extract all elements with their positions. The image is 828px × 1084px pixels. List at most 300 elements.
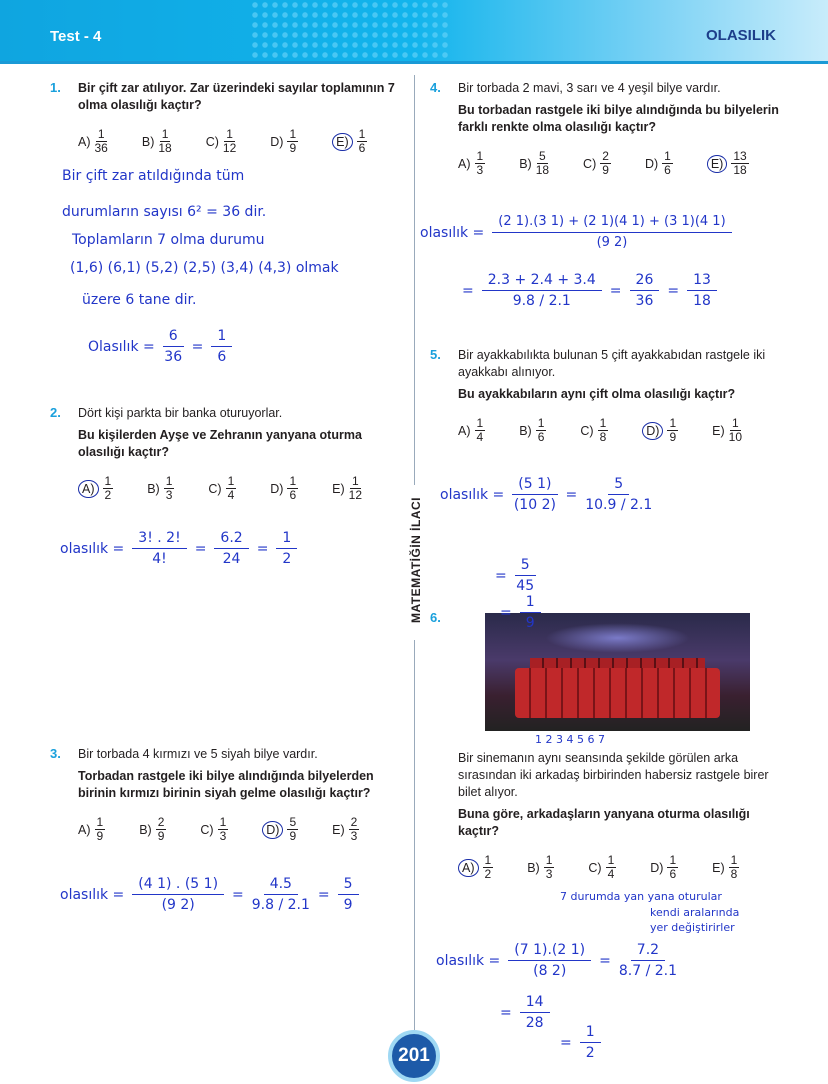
question-prompt: Buna göre, arkadaşların yanyana oturma olasılığı kaçtır? [458, 807, 750, 838]
handwritten-text: olasılık = [60, 886, 125, 903]
denominator: 2 [484, 867, 492, 881]
option-a[interactable] [78, 475, 113, 502]
handwritten-text: olasılık = [60, 540, 125, 557]
answer-options [458, 417, 788, 444]
denominator: 9 [525, 615, 535, 631]
denominator: 3 [165, 488, 173, 502]
fraction [287, 816, 298, 843]
handwritten-text: olasılık = [440, 486, 505, 503]
numerator: 1 [664, 149, 671, 163]
numerator: (2 1).(3 1) + (2 1)(4 1) + (3 1)(4 1) [492, 212, 731, 233]
handwritten-text: 1 2 3 4 5 6 7 [535, 733, 605, 746]
option-a[interactable] [78, 128, 108, 155]
fraction [95, 128, 108, 155]
denominator: 9 [96, 829, 104, 843]
handwritten-text: Olasılık = [88, 338, 155, 355]
page-number: 201 [388, 1030, 440, 1082]
handwritten-q6-note2 [650, 906, 739, 919]
page-header [0, 0, 828, 64]
denominator: 10 [728, 430, 743, 444]
fraction [223, 128, 236, 155]
denominator: 6 [664, 163, 671, 177]
question-number: 4. [430, 80, 441, 95]
fraction [132, 528, 186, 569]
option-b[interactable] [139, 816, 166, 843]
option-a[interactable] [458, 854, 493, 881]
question-text: Dört kişi parkta bir banka oturuyorlar. [78, 406, 283, 420]
numerator: 1 [537, 416, 545, 430]
fraction [357, 128, 368, 155]
fraction [132, 874, 224, 915]
option-letter: B) [527, 860, 540, 875]
column-divider [414, 640, 415, 1030]
question-prompt: Bir çift zar atılıyor. Zar üzerindeki sayılar toplamının 7 olma olasılığı kaçtır? [78, 81, 395, 112]
option-letter: B) [519, 156, 532, 171]
numerator: 1 [276, 528, 297, 549]
numerator: 1 [520, 592, 541, 613]
header-dot-pattern [250, 0, 450, 62]
option-letter: E) [332, 481, 345, 496]
handwritten-text: = [232, 886, 244, 903]
numerator: 13 [687, 270, 717, 291]
handwritten-q1-l6 [88, 326, 232, 367]
handwritten-text: kendi aralarında [650, 906, 740, 919]
fraction [287, 128, 298, 155]
denominator: 3 [476, 163, 484, 177]
option-d[interactable] [262, 816, 298, 843]
denominator: 10.9 / 2.1 [585, 497, 653, 513]
fraction [619, 940, 677, 981]
fraction [667, 417, 678, 444]
fraction [95, 816, 106, 843]
option-a[interactable] [78, 816, 105, 843]
numerator: 1 [165, 474, 173, 488]
option-d[interactable] [270, 128, 298, 155]
handwritten-text: = [560, 1034, 572, 1051]
handwritten-q6-note3 [650, 921, 735, 934]
fraction [349, 816, 360, 843]
denominator: 9 [289, 141, 297, 155]
fraction [667, 854, 678, 881]
option-a[interactable] [458, 150, 485, 177]
option-letter: D) [650, 860, 664, 875]
fraction [164, 475, 175, 502]
numerator: 2 [602, 149, 609, 163]
fraction [218, 816, 229, 843]
numerator: 1 [161, 127, 169, 141]
option-letter: C) [588, 860, 602, 875]
question-body [458, 750, 788, 840]
numerator: 1 [730, 853, 738, 867]
option-e[interactable] [712, 417, 742, 444]
answer-options [78, 128, 403, 155]
denominator: 4 [476, 430, 484, 444]
numerator: 26 [630, 270, 660, 291]
numerator: (5 1) [512, 474, 557, 495]
denominator: 36 [635, 293, 654, 309]
denominator: 24 [222, 551, 241, 567]
fraction [536, 150, 549, 177]
numerator: 6.2 [214, 528, 248, 549]
option-d[interactable] [650, 854, 678, 881]
handwritten-text: (1,6) (6,1) (5,2) (2,5) (3,4) (4,3) olmak [70, 260, 339, 276]
denominator: 18 [535, 163, 550, 177]
denominator: 9 [157, 829, 165, 843]
fraction [606, 854, 617, 881]
numerator: 1 [669, 853, 677, 867]
denominator: 8.7 / 2.1 [618, 963, 678, 979]
column-divider [414, 75, 415, 485]
denominator: 2 [282, 551, 292, 567]
fraction [731, 150, 748, 177]
question-text: Bir ayakkabılıkta bulunan 5 çift ayakkabıdan rastgele iki ayakkabı alınıyor. [458, 348, 766, 379]
fraction [483, 854, 494, 881]
fraction [544, 854, 555, 881]
numerator: 5 [515, 555, 536, 576]
option-letter: E) [707, 155, 728, 173]
handwritten-text: = [191, 338, 204, 355]
option-e[interactable] [332, 475, 362, 502]
denominator: 3 [350, 829, 358, 843]
numerator: 1 [476, 149, 484, 163]
fraction [287, 475, 298, 502]
numerator: 1 [226, 127, 233, 141]
handwritten-q1-l4 [70, 260, 339, 276]
numerator: 1 [96, 815, 104, 829]
fraction [687, 270, 717, 311]
option-c[interactable] [583, 150, 611, 177]
option-c[interactable] [200, 816, 228, 843]
denominator: 2 [585, 1045, 595, 1061]
option-letter: D) [262, 821, 283, 839]
question-1 [50, 80, 403, 155]
fraction [536, 417, 547, 444]
question-prompt: Torbadan rastgele iki bilye alındığında bilyelerden birinin kırmızı birinin siyah gelme olasılığı kaçtır? [78, 769, 374, 800]
numerator: 2 [157, 815, 165, 829]
handwritten-q5-l2 [495, 555, 536, 596]
numerator: 1 [669, 416, 677, 430]
fraction [729, 417, 742, 444]
numerator: 2 [350, 815, 358, 829]
question-number: 1. [50, 80, 61, 95]
brand-vertical [406, 490, 426, 630]
option-letter: E) [332, 822, 345, 837]
option-a[interactable] [458, 417, 485, 444]
fraction [214, 528, 248, 569]
option-letter: A) [78, 134, 91, 149]
numerator: 1 [289, 474, 297, 488]
numerator: (4 1) . (5 1) [132, 874, 224, 895]
question-prompt: Bu kişilerden Ayşe ve Zehranın yanyana oturma olasılığı kaçtır? [78, 428, 362, 459]
option-letter: D) [270, 481, 284, 496]
handwritten-text: = [500, 604, 512, 621]
option-e[interactable] [712, 854, 739, 881]
question-5 [430, 347, 788, 444]
question-body [458, 347, 788, 403]
numerator: 7.2 [631, 940, 665, 961]
question-3 [50, 746, 403, 843]
handwritten-text: Bir çift zar atıldığında tüm [62, 168, 245, 184]
question-body [78, 80, 403, 114]
handwritten-q6-note1 [560, 890, 722, 903]
question-body [78, 405, 403, 461]
handwritten-text: = [317, 886, 330, 903]
numerator: 1 [351, 474, 359, 488]
cinema-screen [545, 623, 690, 653]
option-d[interactable] [642, 417, 678, 444]
numerator: 1 [476, 416, 484, 430]
numerator: 2.3 + 2.4 + 3.4 [482, 270, 602, 291]
denominator: (9 2) [161, 897, 195, 913]
handwritten-q1-l1 [62, 168, 244, 184]
denominator: 4 [607, 867, 615, 881]
option-b[interactable] [519, 150, 549, 177]
handwritten-text: olasılık = [420, 224, 485, 241]
denominator: 6 [217, 349, 227, 365]
option-letter: B) [519, 423, 532, 438]
fraction [158, 128, 171, 155]
fraction [103, 475, 114, 502]
option-e[interactable] [332, 128, 367, 155]
numerator: 1 [227, 474, 235, 488]
numerator: 5 [539, 149, 546, 163]
question-body [78, 746, 403, 802]
numerator: 4.5 [264, 874, 298, 895]
question-2 [50, 405, 403, 502]
numerator: 5 [608, 474, 629, 495]
fraction [520, 992, 550, 1033]
handwritten-text: = [599, 952, 611, 969]
question-body [458, 80, 788, 136]
answer-options [458, 150, 788, 177]
question-number: 2. [50, 405, 61, 420]
fraction [276, 528, 297, 569]
option-letter: E) [332, 133, 353, 151]
option-b[interactable] [142, 128, 172, 155]
option-b[interactable] [527, 854, 554, 881]
denominator: 4 [227, 488, 235, 502]
option-letter: B) [141, 134, 155, 149]
option-b[interactable] [147, 475, 174, 502]
fraction [585, 474, 652, 515]
handwritten-text: = [495, 567, 507, 584]
option-letter: B) [139, 822, 152, 837]
denominator: 2 [104, 488, 112, 502]
question-number: 3. [50, 746, 61, 761]
fraction [515, 555, 536, 596]
denominator: 8 [599, 430, 607, 444]
option-letter: A) [458, 156, 471, 171]
numerator: 1 [545, 853, 553, 867]
denominator: 6 [289, 488, 297, 502]
question-number: 5. [430, 347, 441, 362]
handwritten-q1-l5 [82, 292, 196, 308]
subject-title: OLASILIK [706, 27, 776, 44]
question-text: Bir torbada 2 mavi, 3 sarı ve 4 yeşil bilye vardır. [458, 81, 721, 95]
handwritten-text: olasılık = [436, 952, 501, 969]
numerator: 1 [599, 416, 607, 430]
denominator: (9 2) [596, 235, 628, 250]
handwritten-q1-l3 [72, 232, 265, 248]
denominator: 12 [348, 488, 363, 502]
question-text: Bir sinemanın aynı seansında şekilde görülen arka sırasından iki arkadaş birbirinden habersiz rastgele birer bilet alıyor. [458, 751, 769, 799]
option-letter: C) [208, 481, 222, 496]
handwritten-text: = [565, 486, 578, 503]
question-prompt: Bu ayakkabıların aynı çift olma olasılığı kaçtır? [458, 387, 736, 401]
numerator: 13 [733, 149, 747, 163]
option-c[interactable] [588, 854, 616, 881]
numerator: (7 1).(2 1) [508, 940, 591, 961]
answer-options [458, 854, 788, 881]
option-c[interactable] [206, 128, 237, 155]
option-b[interactable] [519, 417, 546, 444]
fraction [662, 150, 673, 177]
option-e[interactable] [332, 816, 359, 843]
numerator: 1 [219, 815, 227, 829]
denominator: 9 [602, 163, 609, 177]
denominator: 18 [158, 141, 172, 155]
test-title: Test - 4 [50, 28, 102, 45]
option-letter: E) [712, 860, 725, 875]
fraction [512, 474, 557, 515]
fraction [598, 417, 609, 444]
fraction [475, 150, 486, 177]
question-prompt: Bu torbadan rastgele iki bilye alındığında bu bilyelerin farklı renkte olma olasılığı kaçtır? [458, 103, 779, 134]
denominator: 9.8 / 2.1 [251, 897, 310, 913]
numerator: 3! . 2! [132, 528, 186, 549]
option-letter: A) [78, 480, 99, 498]
handwritten-q3-l1 [60, 874, 359, 915]
option-d[interactable] [270, 475, 298, 502]
handwritten-q6-l1 [436, 940, 677, 981]
handwritten-q6-l2 [500, 992, 550, 1033]
handwritten-q5-l3 [500, 592, 541, 633]
numerator: 5 [338, 874, 359, 895]
denominator: 36 [94, 141, 108, 155]
fraction [338, 874, 359, 915]
option-letter: B) [147, 481, 160, 496]
answer-options [78, 816, 403, 843]
option-c[interactable] [208, 475, 236, 502]
handwritten-q6-l3 [560, 1022, 601, 1063]
handwritten-text: Toplamların 7 olma durumu [72, 232, 265, 248]
handwritten-q1-l2 [62, 204, 266, 220]
fraction [252, 874, 310, 915]
handwritten-q6-seats [535, 733, 605, 746]
handwritten-text: yer değiştirirler [650, 921, 735, 934]
fraction [729, 854, 740, 881]
handwritten-text: = [256, 540, 269, 557]
denominator: 9 [343, 897, 353, 913]
denominator: (10 2) [513, 497, 556, 513]
denominator: 9.8 / 2.1 [512, 293, 571, 309]
handwritten-text: = [194, 540, 207, 557]
cinema-seats [515, 668, 720, 718]
numerator: 1 [358, 127, 366, 141]
denominator: 6 [537, 430, 545, 444]
option-letter: C) [205, 134, 219, 149]
fraction [211, 326, 232, 367]
fraction [482, 270, 602, 311]
question-4 [430, 80, 788, 177]
handwritten-q2-l1 [60, 528, 297, 569]
numerator: 1 [731, 416, 739, 430]
numerator: 1 [97, 127, 105, 141]
fraction [156, 816, 167, 843]
handwritten-text: üzere 6 tane dir. [82, 292, 197, 308]
option-d[interactable] [645, 150, 673, 177]
denominator: 6 [358, 141, 366, 155]
numerator: 6 [163, 326, 184, 347]
numerator: 14 [520, 992, 550, 1013]
option-letter: C) [200, 822, 214, 837]
handwritten-text: 7 durumda yan yana oturular [560, 890, 722, 903]
option-letter: A) [458, 423, 471, 438]
numerator: 1 [484, 853, 492, 867]
fraction [508, 940, 591, 981]
option-e[interactable] [707, 150, 749, 177]
option-letter: A) [78, 822, 91, 837]
fraction [349, 475, 362, 502]
denominator: 45 [516, 578, 535, 594]
handwritten-q5-l1 [440, 474, 652, 515]
handwritten-q4-l1 [420, 212, 732, 253]
denominator: 6 [669, 867, 677, 881]
handwritten-text: durumların sayısı 6² = 36 dir. [62, 204, 267, 220]
denominator: 8 [730, 867, 738, 881]
fraction [475, 417, 486, 444]
fraction [492, 212, 731, 253]
answer-options [78, 475, 403, 502]
numerator: 5 [289, 815, 297, 829]
handwritten-text: = [609, 282, 622, 299]
denominator: 18 [693, 293, 711, 309]
fraction [520, 592, 541, 633]
fraction [226, 475, 237, 502]
handwritten-text: = [667, 282, 680, 299]
denominator: 36 [164, 349, 183, 365]
numerator: 1 [211, 326, 232, 347]
handwritten-text: = [462, 282, 474, 299]
denominator: 3 [545, 867, 553, 881]
denominator: 28 [525, 1015, 544, 1031]
fraction [630, 270, 660, 311]
option-c[interactable] [580, 417, 608, 444]
handwritten-q4-l2 [462, 270, 717, 311]
numerator: 1 [104, 474, 112, 488]
option-letter: E) [712, 423, 725, 438]
numerator: 1 [607, 853, 615, 867]
fraction [163, 326, 184, 367]
denominator: 18 [733, 163, 747, 177]
fraction [580, 1022, 601, 1063]
denominator: 4! [152, 551, 167, 567]
fraction [600, 150, 611, 177]
denominator: 3 [219, 829, 227, 843]
brand-text: MATEMATİĞİN İLACI [409, 496, 424, 624]
denominator: 12 [222, 141, 237, 155]
option-letter: C) [580, 423, 594, 438]
question-text: Bir torbada 4 kırmızı ve 5 siyah bilye vardır. [78, 747, 318, 761]
option-letter: D) [642, 422, 663, 440]
option-letter: A) [458, 859, 479, 877]
option-letter: C) [583, 156, 597, 171]
option-letter: D) [644, 156, 659, 171]
handwritten-text: = [500, 1004, 512, 1021]
denominator: 9 [289, 829, 297, 843]
denominator: (8 2) [533, 963, 567, 979]
numerator: 1 [289, 127, 297, 141]
